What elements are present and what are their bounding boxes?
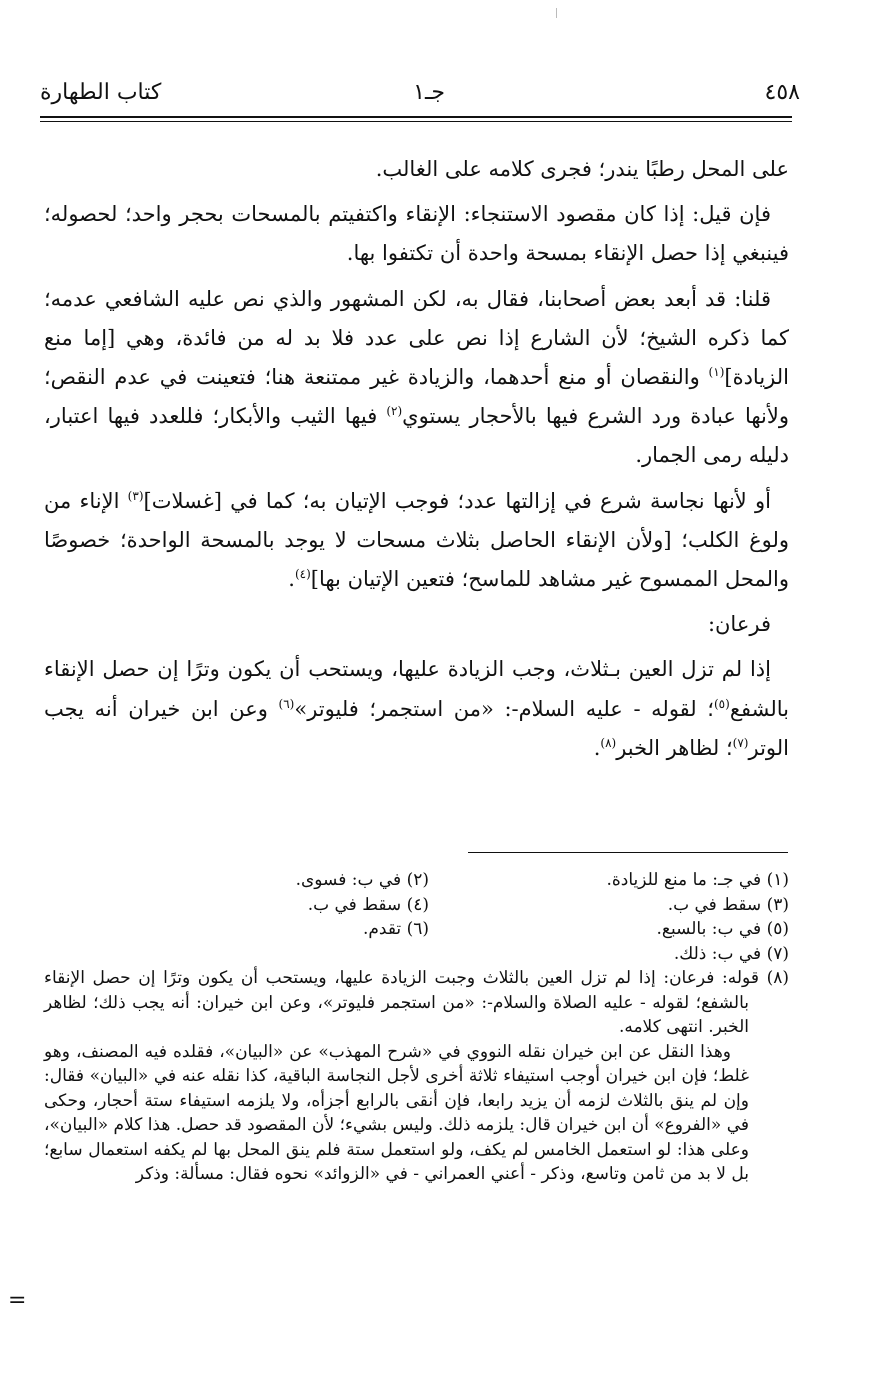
paragraph: قلنا: قد أبعد بعض أصحابنا، فقال به، لكن المشهور والذي نص عليه الشافعي عدمه؛ كما ذكره الشيخ؛ لأن الشارع إذا نص على عدد فلا بد له من فائدة، وهي [إما منع الزيادة]$^{(١)}$ والنقصان أو منع أحدهما، والزيادة غير ممتنعة هنا؛ فتعينت في عدم النقص؛ ولأنها عبادة ورد الشرع فيها بالأحجار يستوي$^{(٢)}$ فيها الثيب والأبكار؛ فللعدد فيها اعتبار، دليله رمى الجمار. (44, 286, 789, 468)
footnote-item: (٢) في ب: فسوى. (295, 870, 429, 890)
paragraph: على المحل رطبًا يندر؛ فجرى كلامه على الغالب. (375, 157, 789, 181)
main-text (44, 150, 789, 774)
running-header (40, 78, 800, 112)
footnote-item: (٥) في ب: بالسبع. (656, 919, 789, 939)
footnote-marker[interactable]: (٦) (278, 696, 295, 711)
footnote-item: (٤) سقط في ب. (307, 894, 429, 915)
footnote-long-continued: وهذا النقل عن ابن خيران نقله النووي في «شرح المهذب» عن «البيان»، فقلده فيه المصنف، وهو غلط؛ فإن ابن خيران أوجب استيفاء ثلاثة أخرى لأجل النجاسة الباقية، كذا نقله عنه في «البيان» فقال: وإن لم ينق بالثلاث لزمه أن يزيد رابعا، فإن أنقى بالرابع أجزأه، ولا يلزمه استيفاء ستة أحجار، وحكى في «الفروع» أن ابن خيران قال: يلزمه ذلك. وليس بشيء؛ لأن المقصود قد حصل. هذا كلام «البيان»، وعلى هذا: لو استعمل الخامس لم يكف، ولو استعمل ستة فلم ينق المحل بها لم يكفه استعمال سابع؛ بل لا بد من ثامن وتاسع، وذكر - أعني العمراني - في «الزوائد» نحوه فقال: مسألة: وذكر (44, 1041, 749, 1184)
paragraph: إذا لم تزل العين بـثلاث، وجب الزيادة عليها، ويستحب أن يكون وترًا إن حصل الإنقاء بالشفع$^{(٥)}$؛ لقوله - عليه السلام-: «من استجمر؛ فليوتر»$^{(٦)}$ وعن ابن خيران أنه يجب الوتر$^{(٧)}$؛ لظاهر الخبر$^{(٨)}$. (44, 657, 789, 760)
footnote-marker[interactable]: (٤) (294, 567, 311, 582)
footnotes (44, 868, 789, 1187)
page-number: ٤٥٨ (764, 80, 800, 105)
footnote-separator (468, 852, 788, 853)
volume-label: جـ١ (413, 80, 445, 105)
footnote-marker[interactable]: (٥) (713, 696, 730, 711)
scan-mark (556, 8, 557, 18)
footnote-marker[interactable]: (٢) (386, 404, 403, 419)
continuation-mark: = (8, 1288, 27, 1313)
footnote-marker[interactable]: (٨) (600, 735, 617, 750)
paragraph: أو لأنها نجاسة شرع في إزالتها عدد؛ فوجب الإتيان به؛ كما في [غسلات]$^{(٣)}$ الإناء من ولوغ الكلب؛ [ولأن الإنقاء الحاصل بثلاث مسحات لا يوجد بالمسحة الواحدة؛ خصوصًا والمحل الممسوح غير مشاهد للماسح؛ فتعين الإتيان بها]$^{(٤)}$. (44, 488, 789, 592)
chapter-title: كتاب الطهارة (40, 80, 162, 105)
footnote-marker[interactable]: (٧) (732, 735, 749, 750)
header-rule (40, 116, 792, 122)
footnote-item: (٣) سقط في ب. (667, 894, 789, 915)
footnote-item (129, 942, 429, 967)
footnote-item: (٧) في ب: ذلك. (673, 943, 789, 964)
footnote-marker[interactable]: (١) (708, 365, 725, 380)
section-heading: فرعان: (707, 612, 771, 637)
footnote-item: (١) في جـ: ما منع للزيادة. (606, 870, 789, 890)
footnote-item: (٦) تقدم. (362, 919, 429, 939)
footnote-long: (٨) قوله: فرعان: إذا لم تزل العين بالثلاث وجبت الزيادة عليها، ويستحب أن يكون وترًا إن حصل الإنقاء بالشفع؛ لقوله - عليه الصلاة والسلام-: «من استجمر فليوتر»، وعن ابن خيران: أنه يجب ذلك؛ لظاهر الخبر. انتهى كلامه. (44, 968, 789, 1037)
footnote-marker[interactable]: (٣) (127, 488, 144, 503)
footnote-grid (44, 868, 789, 966)
paragraph: فإن قيل: إذا كان مقصود الاستنجاء: الإنقاء واكتفيتم بالمسحات بحجر واحد؛ لحصوله؛ فينبغي إذا حصل الإنقاء بمسحة واحدة أن تكتفوا بها. (44, 202, 789, 266)
